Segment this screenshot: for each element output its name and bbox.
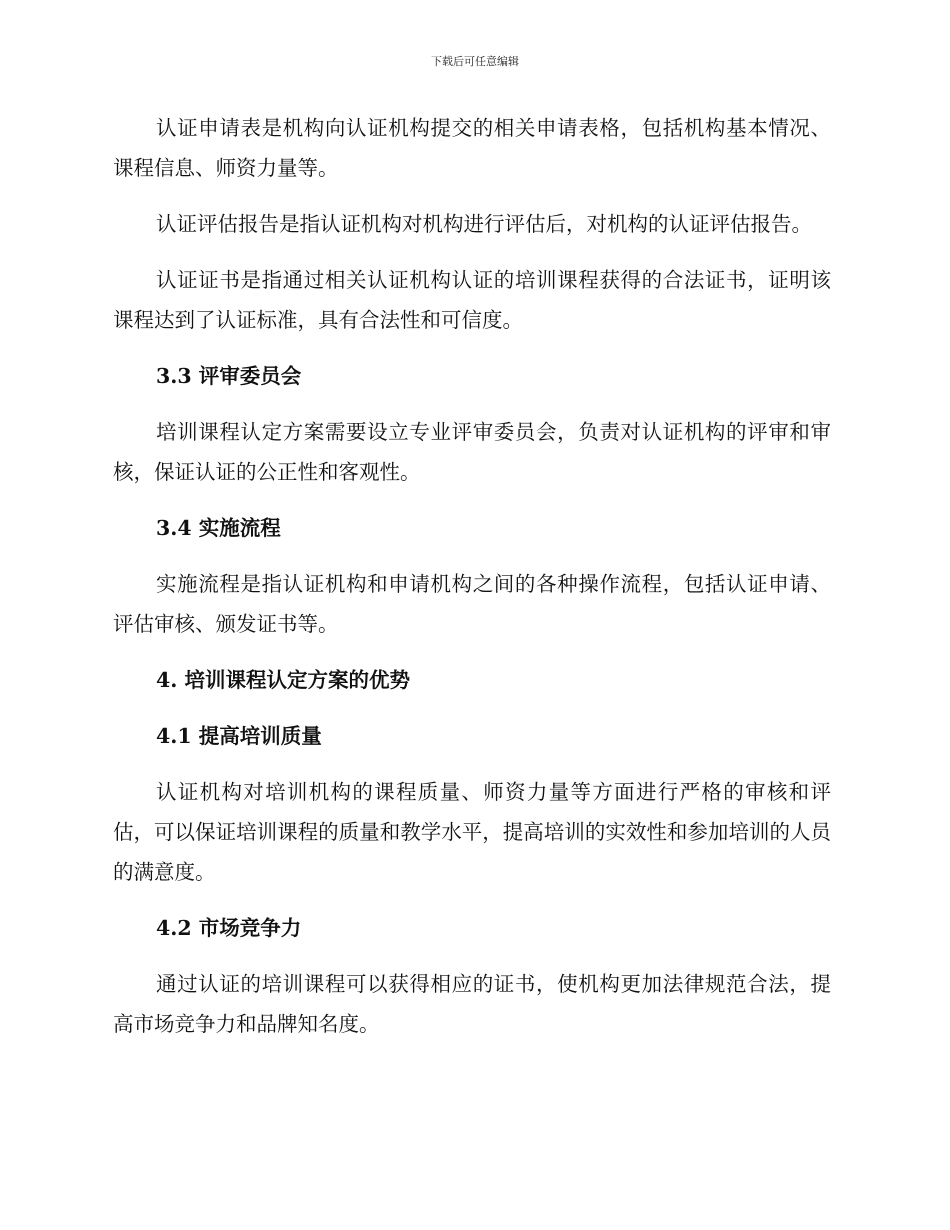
section-heading-3-3: 3.3 评审委员会	[156, 364, 302, 388]
section-heading-4: 4. 培训课程认定方案的优势	[156, 668, 411, 692]
paragraph-review-committee: 培训课程认定方案需要设立专业评审委员会，负责对认证机构的评审和审核，保证认证的公正性和客观性。	[113, 420, 831, 484]
paragraph-training-quality: 认证机构对培训机构的课程质量、师资力量等方面进行严格的审核和评估，可以保证培训课程的质量和教学水平，提高培训的实效性和参加培训的人员的满意度。	[113, 780, 831, 884]
page-header: 下载后可任意编辑	[431, 55, 519, 68]
paragraph-market-competitiveness: 通过认证的培训课程可以获得相应的证书，使机构更加法律规范合法，提高市场竞争力和品牌知名度。	[113, 972, 831, 1036]
paragraph-certificate: 认证证书是指通过相关认证机构认证的培训课程获得的合法证书，证明该课程达到了认证标准，具有合法性和可信度。	[113, 268, 831, 332]
paragraph-evaluation-report: 认证评估报告是指认证机构对机构进行评估后，对机构的认证评估报告。	[156, 212, 812, 236]
document-body	[113, 108, 831, 1060]
section-heading-4-2: 4.2 市场竞争力	[156, 916, 302, 940]
paragraph-application-form: 认证申请表是机构向认证机构提交的相关申请表格，包括机构基本情况、课程信息、师资力量等。	[113, 116, 831, 180]
section-heading-4-1: 4.1 提高培训质量	[156, 724, 322, 748]
paragraph-implementation-process: 实施流程是指认证机构和申请机构之间的各种操作流程，包括认证申请、评估审核、颁发证书等。	[113, 572, 831, 636]
section-heading-3-4: 3.4 实施流程	[156, 516, 281, 540]
